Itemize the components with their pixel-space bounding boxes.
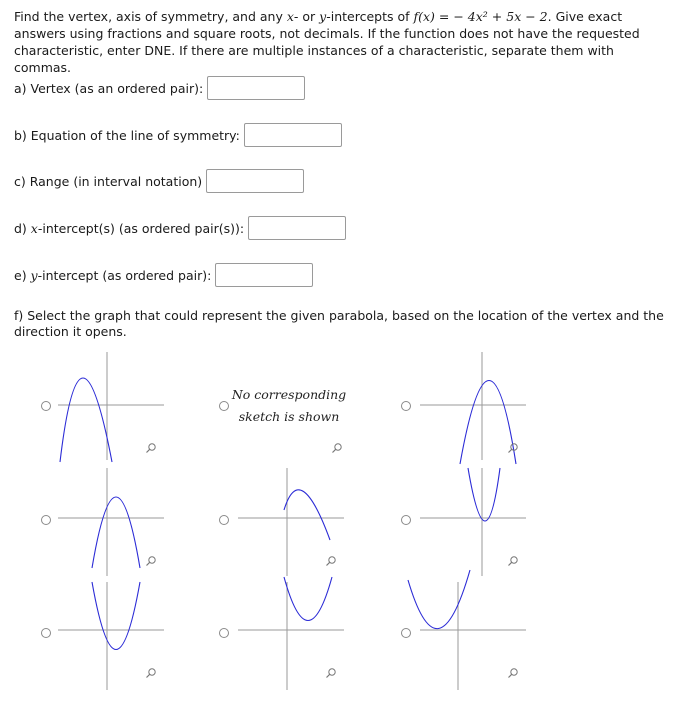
graph-2-zoom-icon-handle bbox=[333, 449, 336, 452]
function-lhs: f(x) bbox=[413, 9, 435, 24]
graph-5-zoom-icon-handle bbox=[327, 562, 330, 565]
range-label: c) Range (in interval notation) bbox=[14, 173, 203, 189]
graph-2-zoom-icon bbox=[335, 444, 341, 450]
question-d bbox=[14, 216, 346, 240]
question-c bbox=[14, 169, 304, 193]
graph-1-parabola bbox=[60, 378, 112, 462]
graph-option-4[interactable] bbox=[58, 468, 164, 576]
graph-8-zoom-icon-handle bbox=[327, 674, 330, 677]
vertex-input[interactable] bbox=[207, 76, 305, 100]
prompt-text-2: - or bbox=[293, 9, 320, 24]
graph-option-1[interactable] bbox=[58, 352, 164, 462]
graph-7-zoom-icon bbox=[149, 669, 155, 675]
y-intercept-label bbox=[14, 268, 211, 283]
symmetry-input[interactable] bbox=[244, 123, 342, 147]
graph-options bbox=[0, 350, 680, 700]
x-intercepts-label-pre: d) bbox=[14, 220, 31, 236]
graph-option-6[interactable] bbox=[420, 468, 526, 576]
graph-9-parabola bbox=[408, 570, 470, 629]
function-rhs: − 4x² + 5x − 2 bbox=[453, 9, 548, 24]
graph-6-parabola bbox=[468, 468, 500, 521]
question-a bbox=[14, 76, 305, 100]
graph-3-parabola bbox=[460, 381, 516, 465]
vertex-label: a) Vertex (as an ordered pair): bbox=[14, 80, 204, 96]
graph-6-zoom-icon bbox=[511, 557, 517, 563]
graph-4-parabola bbox=[92, 497, 140, 568]
graph-8-parabola bbox=[284, 577, 332, 621]
question-prompt bbox=[14, 8, 669, 76]
graph-4-zoom-icon-handle bbox=[147, 562, 150, 565]
x-intercepts-label-post: -intercept(s) (as ordered pair(s)): bbox=[37, 220, 245, 236]
graph-9-zoom-icon-handle bbox=[509, 674, 512, 677]
graph-6-zoom-icon-handle bbox=[509, 562, 512, 565]
graph-3-zoom-icon-handle bbox=[509, 449, 512, 452]
graph-5-parabola bbox=[284, 490, 330, 540]
y-intercept-input[interactable] bbox=[215, 263, 313, 287]
question-e bbox=[14, 263, 313, 287]
graph-8-zoom-icon bbox=[329, 669, 335, 675]
graph-select-prompt: f) Select the graph that could represent the given parabola, based on the location of the vertex and the direction it opens. bbox=[14, 308, 664, 339]
y-intercept-label-post: -intercept (as ordered pair): bbox=[37, 267, 212, 283]
x-intercepts-input[interactable] bbox=[248, 216, 346, 240]
graph-option-9[interactable] bbox=[408, 570, 526, 690]
prompt-y-var: y bbox=[319, 9, 327, 24]
prompt-text-4: . Give exact answers using fractions and square roots, not decimals. If the function does not have the requested characteristic, enter DNE. If there are multiple instances of a characteristic, separate them with commas. bbox=[14, 9, 640, 75]
x-intercepts-label bbox=[14, 221, 244, 236]
y-intercept-label-var: y bbox=[30, 267, 38, 283]
graph-option-7[interactable] bbox=[58, 582, 164, 690]
graph-options-svg bbox=[0, 350, 680, 700]
no-sketch-line1: No corresponding bbox=[231, 387, 347, 402]
function-equals: = bbox=[434, 9, 454, 24]
question-b bbox=[14, 123, 342, 147]
graph-7-zoom-icon-handle bbox=[147, 674, 150, 677]
graph-option-5[interactable] bbox=[238, 468, 344, 576]
graph-1-zoom-icon-handle bbox=[147, 449, 150, 452]
graph-9-zoom-icon bbox=[511, 669, 517, 675]
symmetry-label: b) Equation of the line of symmetry: bbox=[14, 127, 240, 143]
prompt-x-var: x bbox=[286, 9, 294, 24]
no-sketch-line2: sketch is shown bbox=[238, 409, 340, 424]
x-intercepts-label-var: x bbox=[30, 220, 38, 236]
prompt-text-1: Find the vertex, axis of symmetry, and any bbox=[14, 9, 287, 24]
range-input[interactable] bbox=[206, 169, 304, 193]
graph-option-8[interactable] bbox=[238, 577, 344, 690]
graph-option-3[interactable] bbox=[420, 352, 526, 464]
graph-5-zoom-icon bbox=[329, 557, 335, 563]
graph-4-zoom-icon bbox=[149, 557, 155, 563]
prompt-text-3: -intercepts of bbox=[326, 9, 414, 24]
y-intercept-label-pre: e) bbox=[14, 267, 31, 283]
graph-7-parabola bbox=[92, 582, 140, 650]
graph-1-zoom-icon bbox=[149, 444, 155, 450]
